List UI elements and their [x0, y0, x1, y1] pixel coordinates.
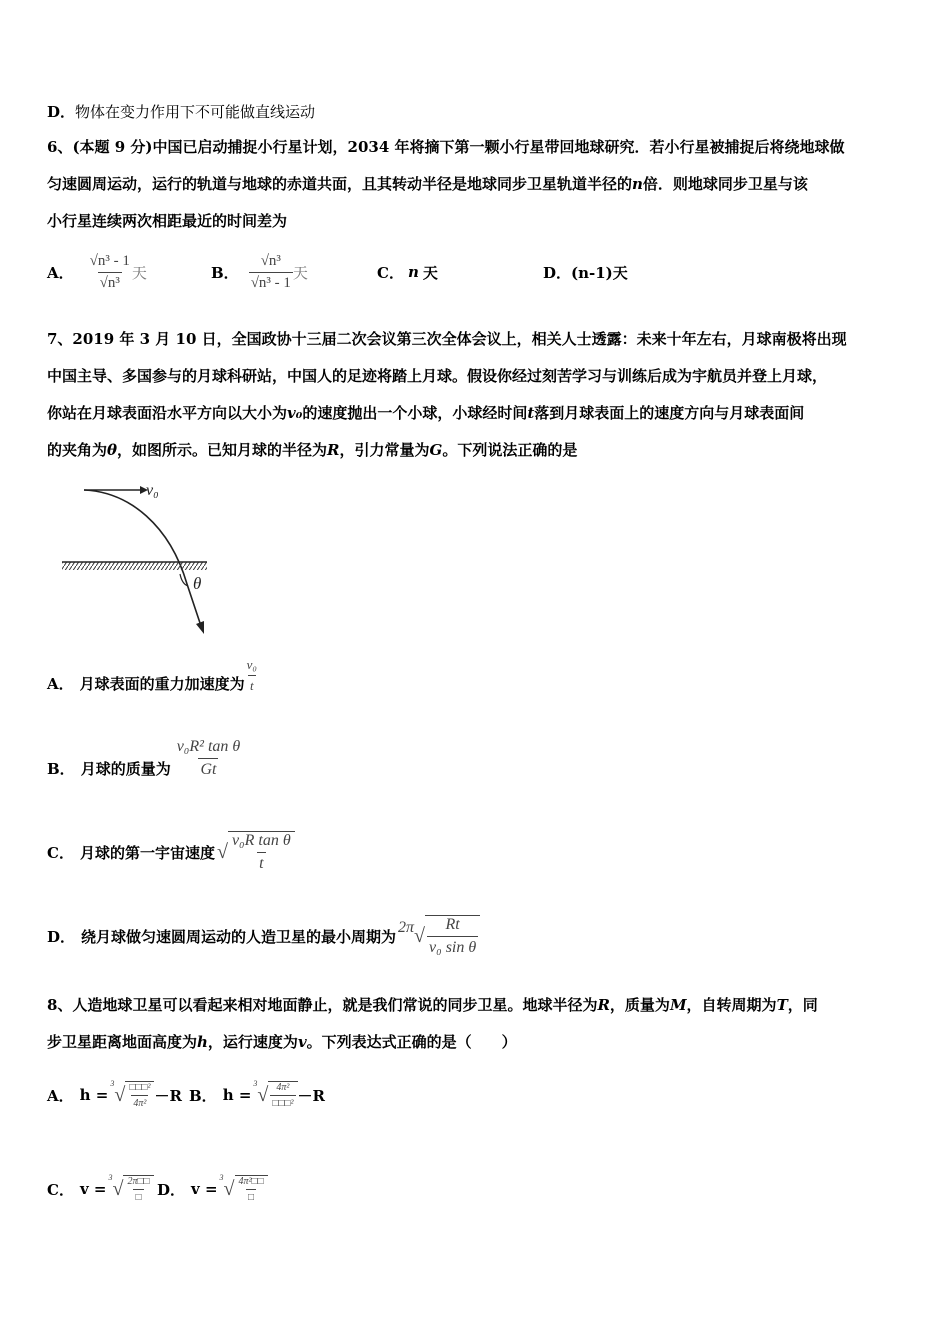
question-text: (本题 9 分)中国已启动捕捉小行星计划，2034 年将摘下第一颗小行星带回地球研究．若小行星被捕捉后将绕地球做 — [72, 138, 845, 156]
root-index: 3 — [219, 1172, 224, 1182]
q6-line-2 — [47, 174, 808, 194]
fraction-numerator: v₀ — [246, 656, 257, 672]
question-text: 。下列说法正确的是 — [442, 441, 578, 459]
option-label: D． — [47, 927, 76, 946]
fraction-numerator: 4π²□□ — [238, 1176, 264, 1187]
variable-n: n — [407, 263, 419, 281]
variable-R: R — [327, 441, 340, 459]
q8-line-2 — [47, 1032, 517, 1052]
option-fraction — [230, 832, 293, 873]
variable-T: T — [776, 996, 788, 1014]
variable-n: n — [632, 175, 643, 193]
radicand — [235, 1175, 268, 1203]
trajectory-curve — [84, 490, 201, 626]
cube-root-symbol: √ — [223, 1177, 235, 1200]
sqrt-symbol: √ — [414, 924, 426, 947]
option-label: C． — [47, 1180, 74, 1199]
unit: 天 — [422, 263, 438, 282]
root-index: 3 — [108, 1172, 113, 1182]
option-text: 物体在变力作用下不可能做直线运动 — [75, 103, 316, 121]
option-fraction — [88, 253, 132, 292]
fraction-numerator: √n³ — [260, 252, 281, 269]
q8-options-cd — [47, 1166, 647, 1212]
v0-label: v₀ — [146, 482, 159, 499]
question-text: ，同 — [787, 996, 818, 1014]
option-tail: －R — [154, 1086, 182, 1105]
arrowhead — [196, 621, 204, 634]
option-lhs: h = — [222, 1086, 252, 1104]
option-label: B． — [47, 759, 75, 778]
q8-option-a[interactable] — [47, 1072, 182, 1118]
question-text: ，运行速度为 — [207, 1033, 298, 1051]
question-text: 落到月球表面上的速度方向与月球表面间 — [534, 404, 805, 422]
question-text: 小行星连续两次相距最近的时间差为 — [47, 212, 288, 230]
option-lhs: v = — [191, 1180, 218, 1198]
fraction-denominator: t — [248, 675, 256, 694]
fraction-numerator: 4π² — [276, 1082, 290, 1093]
q6-option-c[interactable] — [377, 244, 438, 300]
question-text: 你站在月球表面沿水平方向以大小为 — [47, 404, 288, 422]
option-fraction — [249, 253, 293, 292]
option-label: D． — [543, 263, 572, 282]
question-text: 。下列表达式正确的是（ ） — [306, 1033, 517, 1051]
q7-line-2 — [47, 366, 827, 386]
option-lhs: h = — [79, 1086, 109, 1104]
variable-v: v — [297, 1033, 307, 1051]
q7-line-1 — [47, 329, 847, 349]
option-label: D． — [157, 1180, 186, 1199]
radicand — [125, 1081, 154, 1109]
coefficient: 2π — [398, 919, 415, 936]
option-text: 月球的质量为 — [80, 759, 171, 778]
option-fraction — [427, 916, 478, 957]
option-label: A． — [47, 263, 74, 282]
cube-root-symbol: √ — [114, 1083, 126, 1106]
question-text: 7、2019 年 3 月 10 日，全国政协十三届二次会议第三次全体会议上，相关人士透露：未来十年左右，月球南极将出现 — [47, 330, 847, 348]
fraction-denominator: 4π² — [131, 1095, 148, 1109]
option-label: A． — [47, 674, 74, 693]
option-label: D． — [47, 103, 76, 121]
variable-R: R — [597, 996, 610, 1014]
question-text: 倍．则地球同步卫星与该 — [642, 175, 808, 193]
option-fraction — [270, 1082, 295, 1109]
fraction-numerator: 2π□□ — [127, 1176, 150, 1187]
q6-option-a[interactable] — [47, 244, 147, 300]
option-tail: －R — [297, 1086, 325, 1105]
q7-option-a[interactable] — [47, 656, 259, 706]
question-text: ，如图所示。已知月球的半径为 — [117, 441, 328, 459]
variable-v0: v₀ — [287, 404, 303, 422]
option-fraction — [175, 738, 243, 779]
q8-option-c[interactable] — [47, 1166, 154, 1212]
fraction-numerator: v₀R² tan θ — [176, 737, 241, 755]
variable-h: h — [197, 1033, 208, 1051]
question-text: 的夹角为 — [47, 441, 108, 459]
option-fraction — [245, 657, 259, 694]
radicand — [268, 1081, 297, 1109]
fraction-numerator: √n³ - 1 — [89, 252, 130, 269]
q7-line-4 — [47, 440, 577, 460]
question-text: 步卫星距离地面高度为 — [47, 1033, 198, 1051]
fraction-denominator: √n³ — [98, 272, 122, 292]
sqrt-symbol: √ — [216, 840, 228, 863]
option-text: 绕月球做匀速圆周运动的人造卫星的最小周期为 — [81, 927, 397, 946]
cube-root-symbol: √ — [257, 1083, 269, 1106]
variable-G: G — [429, 441, 443, 459]
question-text: 8、人造地球卫星可以看起来相对地面静止，就是我们常说的同步卫星。地球半径为 — [47, 996, 598, 1014]
option-fraction — [125, 1176, 151, 1203]
fraction-denominator: t — [257, 852, 265, 873]
variable-M: M — [669, 996, 687, 1014]
q6-line-1 — [47, 137, 845, 157]
radicand — [228, 831, 295, 873]
root-index: 3 — [110, 1078, 115, 1088]
root-index: 3 — [253, 1078, 258, 1088]
q6-option-b[interactable] — [211, 244, 308, 300]
fraction-denominator: □ — [246, 1189, 256, 1203]
fraction-numerator: □□□² — [129, 1082, 151, 1093]
option-text: 月球表面的重力加速度为 — [79, 674, 245, 693]
unit: 天 — [292, 263, 308, 282]
cube-root-symbol: √ — [112, 1177, 124, 1200]
unit: 天 — [131, 263, 147, 282]
variable-t: t — [527, 404, 535, 422]
fraction-denominator: √n³ - 1 — [249, 272, 293, 292]
option-label: C． — [47, 843, 74, 862]
q7-line-3 — [47, 403, 804, 423]
question-text: ，自转周期为 — [686, 996, 777, 1014]
q7-option-c[interactable] — [47, 826, 295, 878]
q7-option-b[interactable] — [47, 737, 242, 793]
fraction-denominator: □ — [133, 1189, 143, 1203]
question-text: 中国主导、多国参与的月球科研站，中国人的足迹将踏上月球。假设你经过刻苦学习与训练后成为宇航员并登上月球， — [47, 367, 828, 385]
question-text: ，质量为 — [609, 996, 670, 1014]
q8-option-b[interactable] — [189, 1072, 325, 1118]
q6-line-3 — [47, 211, 287, 231]
q5-option-d — [47, 102, 315, 122]
q6-options — [47, 244, 907, 300]
question-text: ，引力常量为 — [339, 441, 430, 459]
q7-option-d[interactable] — [47, 908, 480, 964]
option-text: 月球的第一宇宙速度 — [79, 843, 215, 862]
option-text: (n-1)天 — [571, 263, 628, 282]
fraction-denominator: v₀ sin θ — [427, 936, 478, 957]
ground-surface — [62, 562, 207, 570]
fraction-denominator: Gt — [198, 758, 218, 779]
q8-line-1 — [47, 995, 818, 1015]
option-lhs: v = — [79, 1180, 107, 1198]
question-text: 的速度抛出一个小球，小球经时间 — [302, 404, 528, 422]
radicand — [123, 1175, 153, 1203]
option-label: B． — [211, 263, 239, 282]
question-text: 匀速圆周运动，运行的轨道与地球的赤道共面，且其转动半径是地球同步卫星轨道半径的 — [47, 175, 633, 193]
option-fraction — [237, 1176, 266, 1203]
option-label: C． — [377, 263, 404, 282]
fraction-numerator: v₀R tan θ — [231, 832, 291, 849]
q8-option-d[interactable] — [157, 1166, 268, 1212]
q8-options-ab — [47, 1072, 647, 1118]
radicand — [425, 915, 480, 957]
q6-option-d[interactable] — [543, 244, 628, 300]
projectile-figure — [60, 476, 230, 641]
fraction-denominator: □□□² — [270, 1095, 295, 1109]
question-number: 6、 — [47, 138, 73, 156]
option-fraction — [127, 1082, 152, 1109]
option-label: A． — [47, 1086, 74, 1105]
variable-theta: θ — [107, 441, 118, 459]
theta-label: θ — [193, 574, 202, 593]
option-label: B． — [189, 1086, 217, 1105]
fraction-numerator: Rt — [445, 916, 460, 933]
